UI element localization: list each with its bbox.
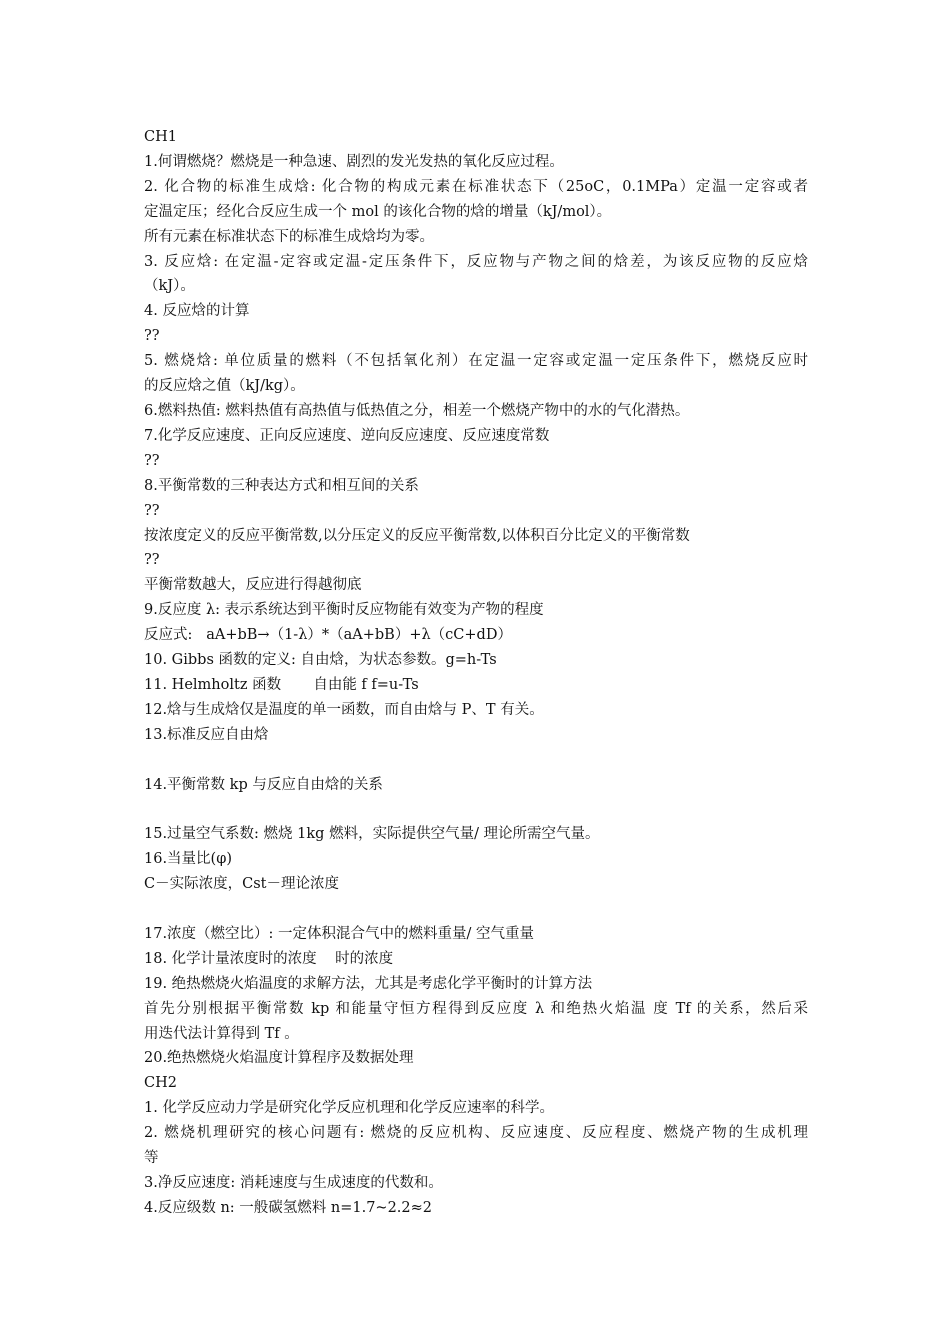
- text-line: 7.化学反应速度、正向反应速度、逆向反应速度、反应速度常数: [144, 427, 550, 444]
- text-line: 16.当量比(φ): [144, 851, 233, 868]
- text-line: [144, 797, 808, 822]
- text-line: ??: [144, 328, 160, 345]
- text-line: 1.何谓燃烧？燃烧是一种急速、剧烈的发光发热的氧化反应过程。: [144, 153, 564, 170]
- text-line: 4.反应级数 n: 一般碳氢燃料 n=1.7~2.2≈2: [144, 1199, 433, 1216]
- text-line: 的反应焓之值（kJ/kg）。: [144, 378, 305, 395]
- text-line: （kJ）。: [144, 278, 195, 295]
- text-line: 14.平衡常数 kp 与反应自由焓的关系: [144, 776, 383, 793]
- text-line: ??: [144, 552, 160, 569]
- text-line: 首先分别根据平衡常数 kp 和能量守恒方程得到反应度 λ 和绝热火焰温 度 Tf 的关系，然后采: [144, 1000, 808, 1017]
- text-line: 1. 化学反应动力学是研究化学反应机理和化学反应速率的科学。: [144, 1100, 554, 1117]
- text-line: 用迭代法计算得到 Tf 。: [144, 1025, 299, 1042]
- text-line: 20.绝热燃烧火焰温度计算程序及数据处理: [144, 1050, 414, 1067]
- text-line: 4. 反应焓的计算: [144, 303, 250, 320]
- text-line: 17.浓度（燃空比）: 一定体积混合气中的燃料重量/ 空气重量: [144, 925, 535, 942]
- text-line: 12.焓与生成焓仅是温度的单一函数，而自由焓与 P、T 有关。: [144, 701, 544, 718]
- text-line: 3.净反应速度: 消耗速度与生成速度的代数和。: [144, 1175, 443, 1192]
- text-line: ??: [144, 502, 160, 519]
- text-line: 平衡常数越大，反应进行得越彻底: [144, 577, 362, 594]
- text-line: 15.过量空气系数: 燃烧 1kg 燃料，实际提供空气量/ 理论所需空气量。: [144, 826, 600, 843]
- text-line: [144, 897, 808, 922]
- text-line: 3. 反应焓: 在定温-定容或定温-定压条件下，反应物与产物之间的焓差，为该反应物的反应焓: [144, 253, 808, 270]
- text-line: 2. 燃烧机理研究的核心问题有: 燃烧的反应机构、反应速度、反应程度、燃烧产物的生成机理: [144, 1125, 808, 1142]
- text-line: 19. 绝热燃烧火焰温度的求解方法，尤其是考虑化学平衡时的计算方法: [144, 975, 593, 992]
- text-line: 所有元素在标准状态下的标准生成焓均为零。: [144, 228, 434, 245]
- text-line: 18. 化学计量浓度时的浓度 时的浓度: [144, 950, 394, 967]
- text-line: 按浓度定义的反应平衡常数,以分压定义的反应平衡常数,以体积百分比定义的平衡常数: [144, 527, 690, 544]
- text-line: CH2: [144, 1075, 177, 1092]
- document-body: [144, 125, 808, 1221]
- text-line: 5. 燃烧焓: 单位质量的燃料（不包括氧化剂）在定温一定容或定温一定压条件下，燃烧反应时: [144, 353, 808, 370]
- text-line: 反应式: aA+bB→（1-λ）*（aA+bB）+λ（cC+dD）: [144, 627, 512, 644]
- text-line: 10. Gibbs 函数的定义: 自由焓，为状态参数。g=h-Ts: [144, 652, 497, 669]
- text-line: 11. Helmholtz 函数 自由能 f f=u-Ts: [144, 676, 419, 693]
- text-line: C－实际浓度，Cst－理论浓度: [144, 876, 339, 893]
- text-line: 定温定压；经化合反应生成一个 mol 的该化合物的焓的增量（kJ/mol）。: [144, 203, 612, 220]
- text-line: 13.标准反应自由焓: [144, 726, 269, 743]
- text-line: 等: [144, 1150, 159, 1167]
- text-line: 6.燃料热值: 燃料热值有高热值与低热值之分，相差一个燃烧产物中的水的气化潜热。: [144, 402, 690, 419]
- text-line: 2. 化合物的标准生成焓: 化合物的构成元素在标准状态下（25oC，0.1MPa）定温一定容或者: [144, 178, 808, 195]
- text-line: 8.平衡常数的三种表达方式和相互间的关系: [144, 477, 419, 494]
- text-line: CH1: [144, 129, 177, 145]
- text-line: ??: [144, 452, 160, 469]
- text-line: 9.反应度 λ: 表示系统达到平衡时反应物能有效变为产物的程度: [144, 602, 544, 619]
- text-line: [144, 748, 808, 773]
